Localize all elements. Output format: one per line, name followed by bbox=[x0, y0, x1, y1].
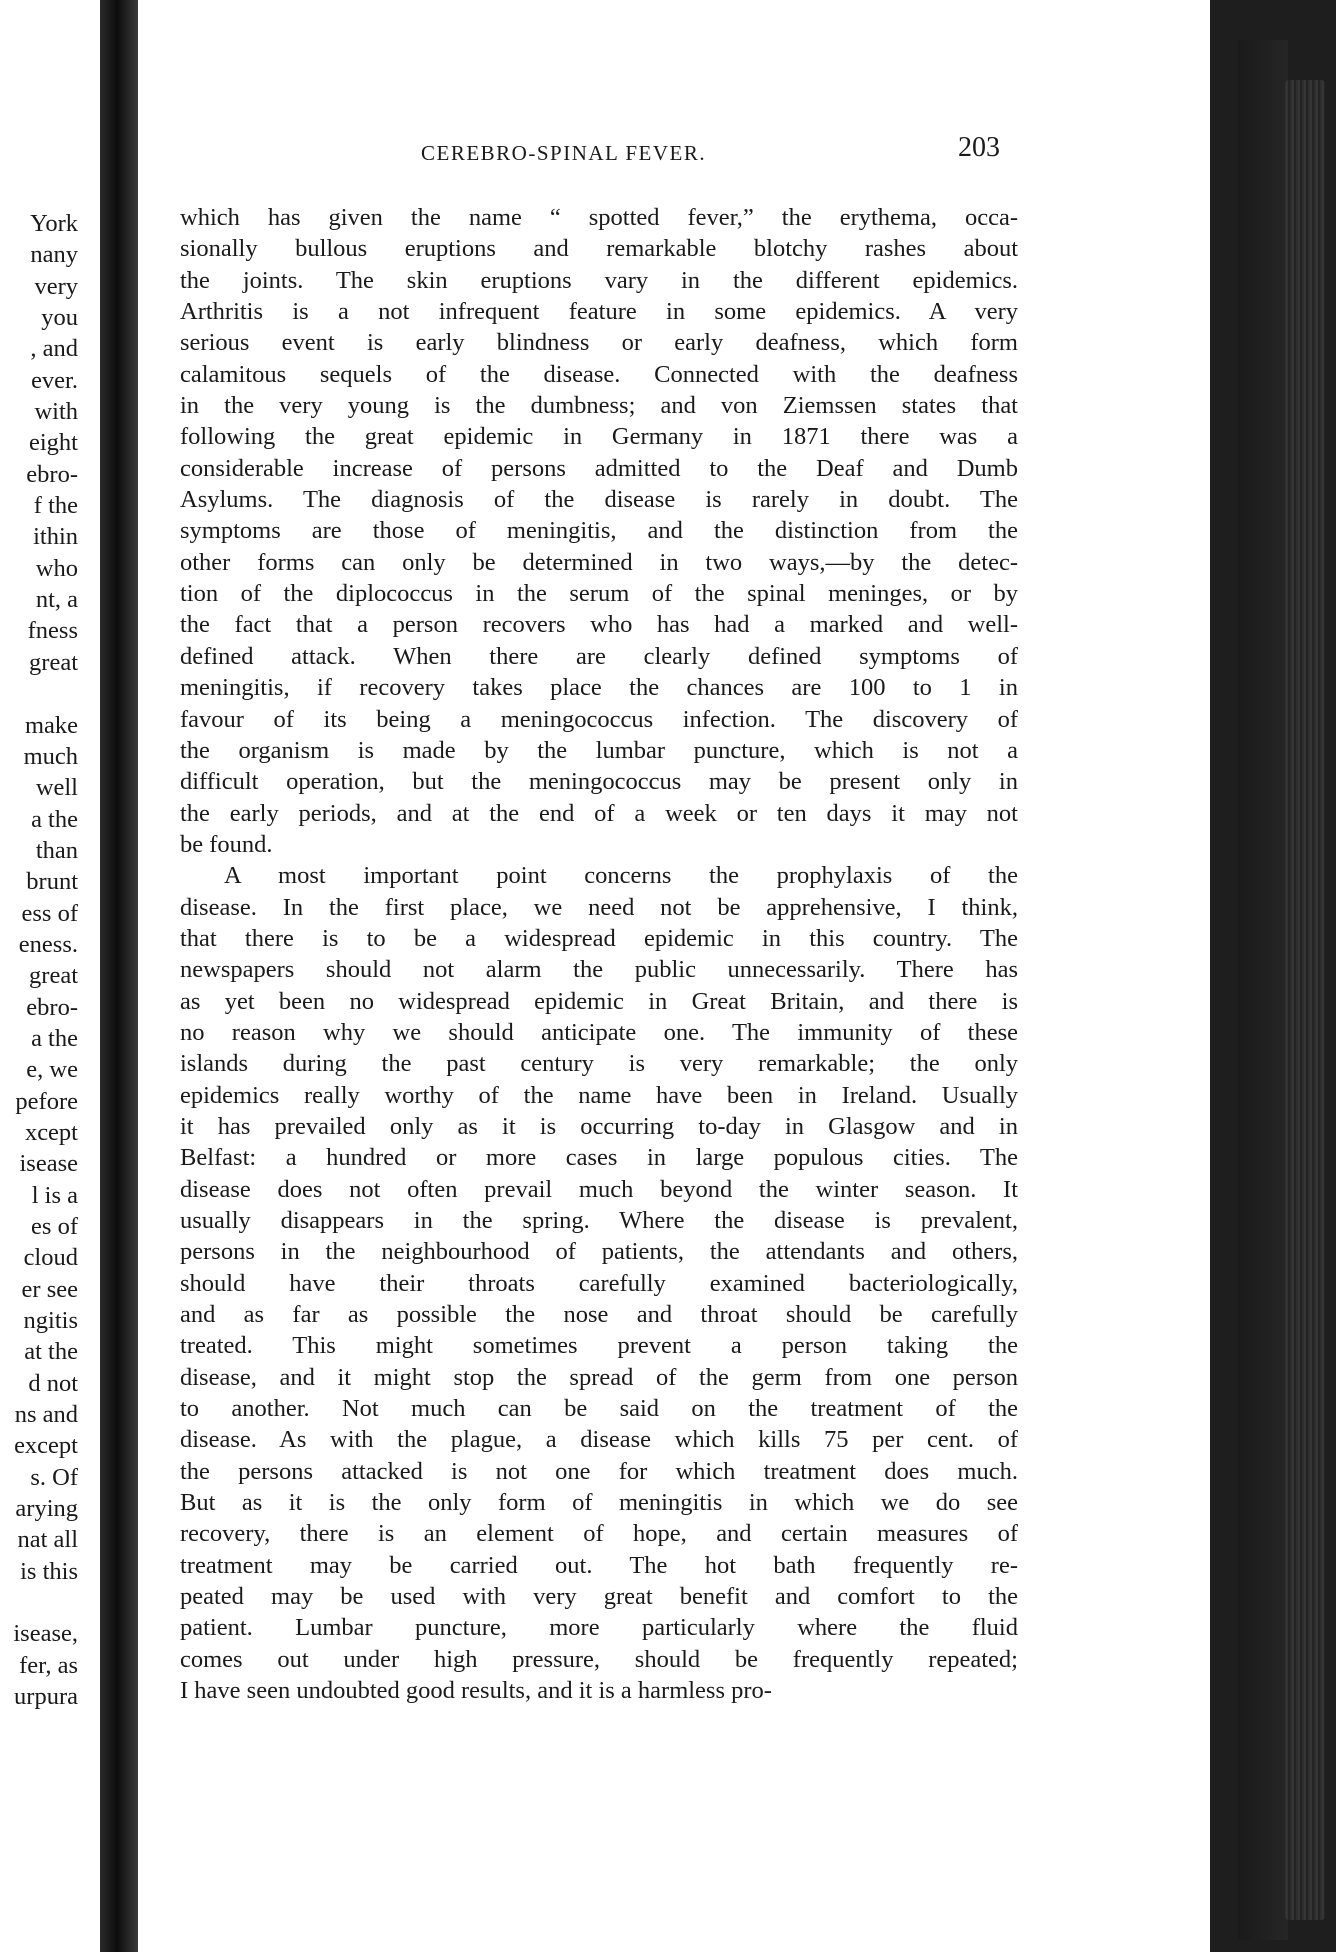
facing-text-line: ithin bbox=[33, 523, 78, 551]
text-line: A most important point concerns the prophylaxis of the bbox=[224, 862, 1018, 890]
facing-text-line: d not bbox=[28, 1369, 78, 1397]
facing-text-line: who bbox=[35, 554, 78, 582]
text-line: the joints. The skin eruptions vary in the different epidemics. bbox=[180, 266, 1018, 294]
facing-text-line: l is a bbox=[31, 1181, 78, 1209]
facing-text-line: ebro- bbox=[26, 460, 78, 488]
text-line: islands during the past century is very remarkable; the only bbox=[180, 1050, 1018, 1078]
facing-text-line: is this bbox=[20, 1557, 78, 1585]
facing-text-line: isease bbox=[19, 1150, 78, 1178]
facing-text-line: fer, as bbox=[19, 1651, 78, 1679]
text-line: defined attack. When there are clearly defined symptoms of bbox=[180, 642, 1018, 670]
facing-text-line: urpura bbox=[14, 1683, 78, 1711]
facing-text-line: great bbox=[29, 648, 78, 676]
text-line: treated. This might sometimes prevent a person taking the bbox=[180, 1332, 1018, 1360]
text-line: in the very young is the dumbness; and von Ziemssen states that bbox=[180, 392, 1018, 420]
text-line: should have their throats carefully examined bacteriologically, bbox=[180, 1269, 1018, 1297]
facing-text-line: you bbox=[41, 304, 78, 332]
facing-text-line: er see bbox=[21, 1275, 78, 1303]
page-number: 203 bbox=[958, 132, 1000, 163]
text-line: Belfast: a hundred or more cases in large populous cities. The bbox=[180, 1144, 1018, 1172]
text-line: favour of its being a meningococcus infection. The discovery of bbox=[180, 705, 1018, 733]
text-line: calamitous sequels of the disease. Connected with the deafness bbox=[180, 360, 1018, 388]
body-text bbox=[180, 202, 1018, 1707]
text-line: difficult operation, but the meningococcus may be present only in bbox=[180, 768, 1018, 796]
text-line: the fact that a person recovers who has had a marked and well- bbox=[180, 611, 1018, 639]
facing-page-text bbox=[0, 208, 78, 1713]
text-line: the early periods, and at the end of a week or ten days it may not bbox=[180, 799, 1018, 827]
facing-text-line: pefore bbox=[15, 1087, 78, 1115]
facing-text-line: ebro- bbox=[26, 993, 78, 1021]
text-line: the persons attacked is not one for which treatment does much. bbox=[180, 1457, 1018, 1485]
text-line: peated may be used with very great benefit and comfort to the bbox=[180, 1583, 1018, 1611]
facing-text-line: arying bbox=[15, 1495, 78, 1523]
book-gutter bbox=[100, 0, 138, 1952]
facing-text-line: except bbox=[14, 1432, 78, 1460]
facing-text-line: nt, a bbox=[35, 586, 78, 614]
facing-text-line: nat all bbox=[17, 1526, 78, 1554]
text-line: I have seen undoubted good results, and it is a harmless pro- bbox=[180, 1677, 772, 1705]
text-line: symptoms are those of meningitis, and the distinction from the bbox=[180, 517, 1018, 545]
text-line: the organism is made by the lumbar puncture, which is not a bbox=[180, 736, 1018, 764]
facing-text-line: make bbox=[24, 711, 78, 739]
facing-text-line: ngitis bbox=[23, 1307, 78, 1335]
text-line: disease does not often prevail much beyond the winter season. It bbox=[180, 1175, 1018, 1203]
facing-text-line: xcept bbox=[24, 1118, 78, 1146]
text-line: tion of the diplococcus in the serum of the spinal meninges, or by bbox=[180, 580, 1018, 608]
text-line: usually disappears in the spring. Where the disease is prevalent, bbox=[180, 1207, 1018, 1234]
text-line: considerable increase of persons admitted to the Deaf and Dumb bbox=[180, 454, 1018, 482]
facing-text-line: , and bbox=[30, 335, 78, 363]
facing-text-line: ns and bbox=[14, 1401, 78, 1429]
facing-page-left bbox=[0, 0, 100, 1952]
text-line: treatment may be carried out. The hot bath frequently re- bbox=[180, 1551, 1018, 1579]
facing-text-line: well bbox=[35, 774, 78, 802]
text-line: disease. In the first place, we need not be apprehensive, I think, bbox=[180, 893, 1018, 921]
facing-text-line: much bbox=[23, 742, 78, 770]
text-line: newspapers should not alarm the public unnecessarily. There has bbox=[180, 956, 1018, 984]
text-line: as yet been no widespread epidemic in Great Britain, and there is bbox=[180, 987, 1018, 1015]
facing-text-line: brunt bbox=[26, 868, 78, 896]
facing-text-line: ess of bbox=[21, 899, 78, 927]
facing-text-line: great bbox=[29, 962, 78, 990]
text-line: which has given the name “ spotted fever,” the erythema, occa- bbox=[180, 204, 1018, 231]
page bbox=[138, 20, 1210, 1952]
facing-text-line: York bbox=[30, 210, 78, 237]
facing-text-line bbox=[0, 1587, 78, 1618]
text-line: epidemics really worthy of the name have been in Ireland. Usually bbox=[180, 1081, 1018, 1109]
facing-text-line: at the bbox=[24, 1338, 78, 1366]
text-line: that there is to be a widespread epidemic in this country. The bbox=[180, 924, 1018, 952]
facing-text-line: eness. bbox=[18, 930, 78, 958]
text-line: serious event is early blindness or early deafness, which form bbox=[180, 329, 1018, 357]
text-line: persons in the neighbourhood of patients, the attendants and others, bbox=[180, 1238, 1018, 1266]
facing-text-line bbox=[0, 678, 78, 709]
text-line: following the great epidemic in Germany in 1871 there was a bbox=[180, 423, 1018, 451]
text-line: comes out under high pressure, should be frequently repeated; bbox=[180, 1645, 1018, 1673]
facing-text-line: a the bbox=[31, 1024, 78, 1052]
facing-text-line: es of bbox=[31, 1213, 78, 1240]
text-line: sionally bullous eruptions and remarkable blotchy rashes about bbox=[180, 235, 1018, 263]
facing-text-line: ever. bbox=[31, 366, 78, 394]
running-head: CEREBRO-SPINAL FEVER. bbox=[421, 141, 707, 165]
text-line: be found. bbox=[180, 830, 273, 858]
facing-text-line: a the bbox=[31, 805, 78, 833]
text-line: But as it is the only form of meningitis in which we do see bbox=[180, 1489, 1018, 1517]
text-line: recovery, there is an element of hope, and certain measures of bbox=[180, 1520, 1018, 1548]
facing-text-line: fness bbox=[27, 617, 78, 645]
cover-shadow bbox=[1238, 40, 1288, 1940]
facing-text-line: than bbox=[35, 836, 78, 864]
facing-text-line: with bbox=[34, 398, 78, 426]
facing-text-line: eight bbox=[29, 429, 78, 457]
facing-text-line: nany bbox=[30, 241, 78, 269]
text-line: Asylums. The diagnosis of the disease is rarely in doubt. The bbox=[180, 486, 1018, 514]
text-line: and as far as possible the nose and throat should be carefully bbox=[180, 1301, 1018, 1329]
facing-text-line: isease, bbox=[13, 1620, 78, 1648]
facing-text-line: very bbox=[34, 272, 78, 300]
text-line: patient. Lumbar puncture, more particularly where the fluid bbox=[180, 1614, 1018, 1642]
text-line: meningitis, if recovery takes place the chances are 100 to 1 in bbox=[180, 674, 1018, 702]
page-stack-edge bbox=[1285, 80, 1325, 1920]
text-line: disease, and it might stop the spread of the germ from one person bbox=[180, 1363, 1018, 1391]
facing-text-line: cloud bbox=[23, 1244, 78, 1272]
facing-text-line: s. Of bbox=[30, 1463, 78, 1491]
text-line: Arthritis is a not infrequent feature in some epidemics. A very bbox=[180, 298, 1018, 326]
text-line: other forms can only be determined in two ways,—by the detec- bbox=[180, 548, 1018, 576]
text-line: to another. Not much can be said on the treatment of the bbox=[180, 1395, 1018, 1423]
text-line: disease. As with the plague, a disease which kills 75 per cent. of bbox=[180, 1426, 1018, 1454]
facing-text-line: e, we bbox=[26, 1056, 78, 1084]
text-line: no reason why we should anticipate one. The immunity of these bbox=[180, 1018, 1018, 1046]
facing-text-line: f the bbox=[33, 492, 78, 520]
text-line: it has prevailed only as it is occurring to-day in Glasgow and in bbox=[180, 1112, 1018, 1140]
